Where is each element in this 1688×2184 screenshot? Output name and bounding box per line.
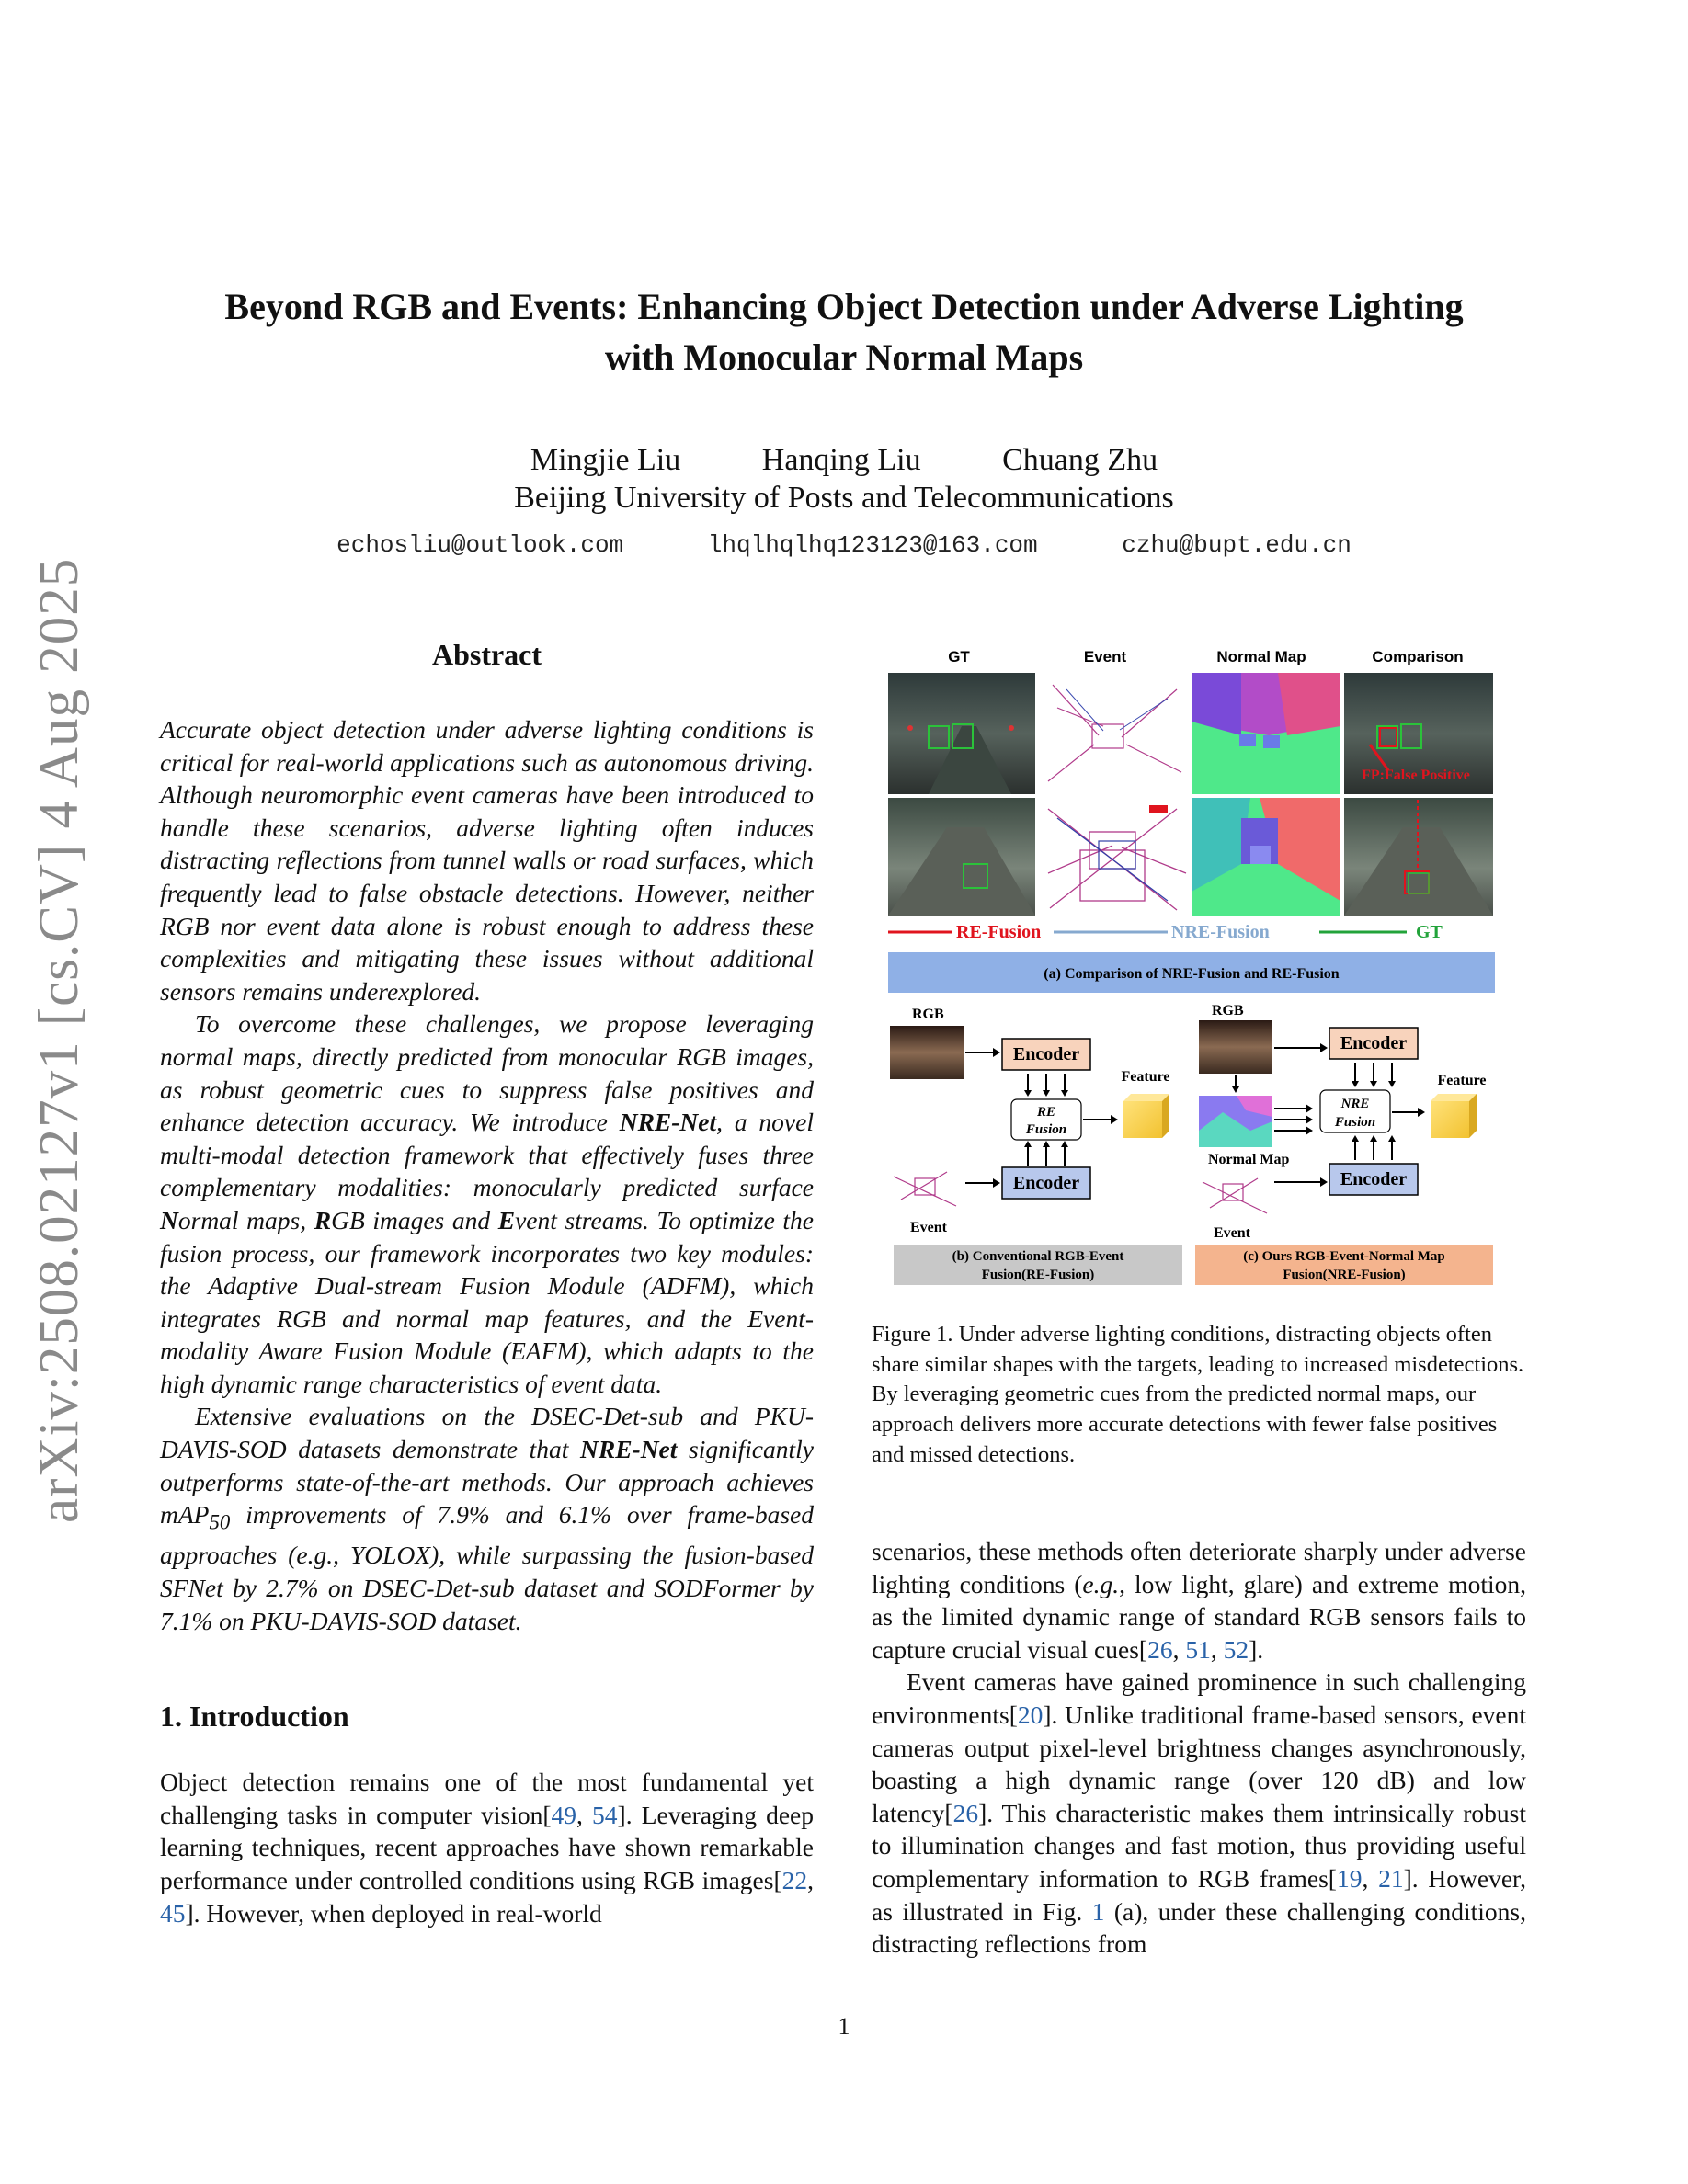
legend [888,922,1443,942]
gt-image-1 [888,673,1035,794]
false-positive-label: FP:False Positive [1362,768,1470,783]
abstract-paragraph-1: Accurate object detection under adverse lighting conditions is critical for real-world applications such as autonomous driving. Although neuromorphic event cameras have been introduced to handle these scenarios, adverse lighting often induces distracting reflections from tunnel walls or road surfaces, which frequently lead to false obstacle detections. However, neither RGB nor event data alone is robust enough to address these complexities and mitigating these issues without additional sensors remains underexplored. [160,715,814,1006]
diagram-c-feature-cube [1431,1094,1477,1138]
author-3: Chuang Zhu [1002,443,1158,477]
abstract-heading: Abstract [431,638,542,671]
author-list [0,443,1688,478]
diagram-c-rgb-image [1199,1020,1272,1074]
method-name: NRE-Net [619,1108,717,1137]
diagram-b-event-label: Event [910,1220,947,1235]
legend-label-nre-fusion: NRE-Fusion [1171,922,1270,942]
diagram-b-encoder-top-label: Encoder [1012,1044,1080,1064]
diagram-c-normal-label: Normal Map [1208,1152,1290,1167]
banner-b-line-1: (b) Conventional RGB-Event [952,1249,1124,1264]
left-column [160,632,814,1929]
abstract-paragraph-3: Extensive evaluations on the DSEC-Det-sub and PKU-DAVIS-SOD datasets demonstrate that NRE-Net significantly outperforms state-of-the-art methods. Our approach achieves mAP$_{50}$ improvements of 7.9% and 6.1% over frame-based approaches (e.g., YOLOX), while surpassing the fusion-based SFNet by 2.7% on DSEC-Det-sub dataset and SODFormer by 7.1% on PKU-DAVIS-SOD dataset. [160,1402,814,1635]
event-image-1 [1039,673,1188,794]
citation-link[interactable]: 45 [160,1898,186,1928]
diagram-c-feature-label: Feature [1437,1073,1487,1088]
col-header-gt: GT [948,648,970,665]
diagram-c-encoder-top-label: Encoder [1340,1033,1408,1053]
citation-link[interactable]: 54 [592,1800,618,1829]
diagram-b-rgb-image [890,1026,964,1079]
diagram-b-fusion-line-2: Fusion [1025,1122,1067,1137]
diagram-c-normal-image [1199,1096,1272,1147]
affiliation: Beijing University of Posts and Telecommunications [514,481,1174,515]
legend-label-re-fusion: RE-Fusion [956,922,1042,942]
citation-link[interactable]: 52 [1223,1634,1249,1664]
banner-c-line-2: Fusion(NRE-Fusion) [1283,1268,1406,1282]
diagram-b-feature-cube [1123,1094,1169,1138]
citation-link[interactable]: 26 [1147,1634,1173,1664]
citation-link[interactable]: 51 [1185,1634,1211,1664]
figure-reference-link[interactable]: 1 [1091,1896,1105,1926]
title-line-2: with Monocular Normal Maps [604,336,1084,378]
email-3: czhu@bupt.edu.cn [1122,531,1352,559]
diagram-c-rgb-label: RGB [1212,1003,1244,1018]
diagram-b-fusion-line-1: RE [1036,1105,1056,1120]
diagram-b [890,1007,1182,1285]
legend-label-gt: GT [1416,922,1443,942]
figure-caption: Figure 1. Under adverse lighting conditions, distracting objects often share similar shapes with the targets, leading to increased misdetections. By leveraging geometric cues from the predicted normal maps, our approach delivers more accurate detections with fewer false positives and missed detections. [872,1322,1524,1467]
intro-paragraph-1: Object detection remains one of the most fundamental yet challenging tasks in computer vision[49, 54]. Leveraging deep learning techniques, recent approaches have shown remarkable performance under controlled conditions using RGB images[22, 45]. However, when deployed in real-world [160,1768,814,1928]
section-heading-introduction: 1. Introduction [160,1700,349,1734]
banner-c-line-1: (c) Ours RGB-Event-Normal Map [1243,1249,1445,1264]
normal-map-image-2 [1192,798,1340,916]
author-1: Mingjie Liu [530,443,681,477]
title-line-1: Beyond RGB and Events: Enhancing Object Detection under Adverse Lighting [224,286,1464,327]
diagram-c-fusion-line-2: Fusion [1334,1115,1376,1130]
diagram-b-rgb-label: RGB [912,1007,944,1022]
diagram-c-event-label: Event [1214,1225,1250,1241]
gt-image-2 [888,798,1035,916]
intro-paragraph-3: Event cameras have gained prominence in such challenging environments[20]. Unlike traditional frame-based sensors, event cameras output pixel-level brightness changes asynchronously, boasting a high dynamic range (over 120 dB) and low latency[26]. This characteristic makes them intrinsically robust to illumination changes and fast motion, thus providing useful complementary information to RGB frames[19, 21]. However, as illustrated in Fig. 1 (a), under these challenging conditions, distracting reflections from [872,1667,1526,1959]
citation-link[interactable]: 20 [1017,1700,1044,1729]
comparison-image-2 [1344,798,1493,916]
diagram-b-feature-label: Feature [1121,1069,1170,1085]
banner-b-line-2: Fusion(RE-Fusion) [981,1268,1095,1282]
method-name: NRE-Net [580,1435,678,1464]
diagram-c-event-image [1199,1173,1272,1219]
comparison-image-1 [1344,673,1493,794]
col-header-event: Event [1083,648,1127,665]
arxiv-identifier: arXiv:2508.02127v1 [cs.CV] 4 Aug 2025 [29,557,90,1523]
event-image-2 [1039,798,1188,916]
diagram-b-event-image [890,1166,964,1211]
email-2: lhqlhqlhq123123@163.com [707,531,1038,559]
citation-link[interactable]: 19 [1336,1863,1363,1893]
diagram-c-encoder-bottom-label: Encoder [1340,1169,1408,1189]
paper-title [138,281,1550,382]
figure-1 [873,634,1510,1307]
citation-link[interactable]: 49 [551,1800,577,1829]
intro-paragraph-2: scenarios, these methods often deteriorate sharply under adverse lighting conditions (e.g., low light, glare) and extreme motion, as the limited dynamic range of standard RGB sensors fails to capture crucial visual cues[26, 51, 52]. [872,1537,1526,1664]
page-number: 1 [838,2013,850,2040]
email-1: echosliu@outlook.com [336,531,624,559]
figure-graphic [873,634,1510,1307]
col-header-comparison: Comparison [1372,648,1464,665]
normal-map-image-1 [1192,673,1340,794]
col-header-normal-map: Normal Map [1216,648,1306,665]
author-2: Hanqing Liu [761,443,921,477]
citation-link[interactable]: 21 [1378,1863,1404,1893]
diagram-c [1195,1003,1493,1285]
diagram-c-fusion-line-1: NRE [1340,1097,1370,1111]
right-column [872,1535,1526,1961]
email-list [0,531,1688,559]
abstract-paragraph-2: To overcome these challenges, we propose leveraging normal maps, directly predicted from monocular RGB images, as robust geometric cues to suppress false positives and enhance detection accuracy. We introduce NRE-Net, a novel multi-modal detection framework that effectively fuses three complementary modalities: monocularly predicted surface Normal maps, RGB images and Event streams. To optimize the fusion process, our framework incorporates two key modules: the Adaptive Dual-stream Fusion Module (ADFM), which integrates RGB and normal map features, and the Event-modality Aware Fusion Module (EAFM), which adapts to the high dynamic range characteristics of event data. [160,1009,815,1398]
citation-link[interactable]: 22 [781,1865,808,1894]
banner-a-text: (a) Comparison of NRE-Fusion and RE-Fusion [1044,966,1340,982]
diagram-b-encoder-bottom-label: Encoder [1012,1173,1080,1193]
citation-link[interactable]: 26 [952,1798,979,1827]
